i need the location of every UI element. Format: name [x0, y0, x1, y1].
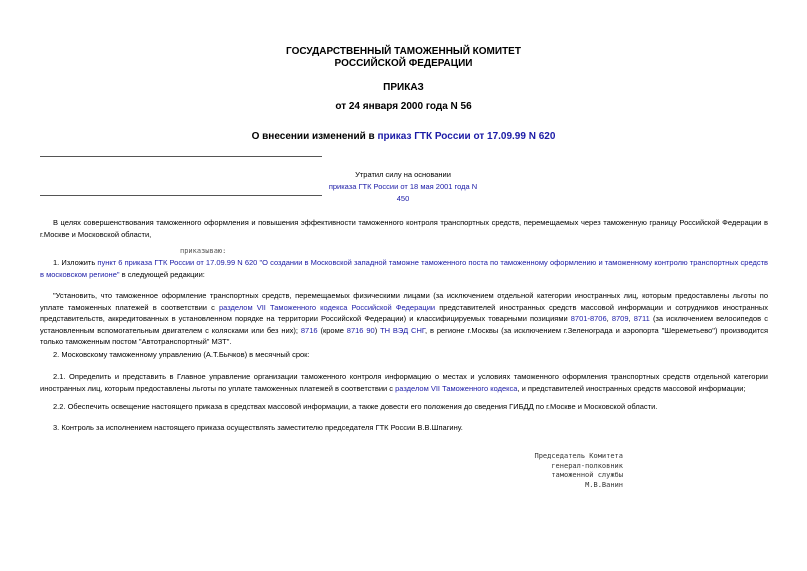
item1-paragraph — [40, 257, 768, 280]
quote-text-1: "Установить, что таможенное оформление транспортных средств, перемещаемых физическими лицами (за исключением отдельной категории иностранных лиц, которым предоставлены льготы по уплате таможенных платежей в соответствии с — [40, 291, 768, 312]
signature-line3: таможенной службы — [551, 471, 623, 479]
quote-link-customs-code[interactable]: разделом VII Таможенного кодекса Российской Федерации — [218, 302, 436, 312]
status-note-link[interactable]: приказа ГТК России от 18 мая 2001 года N 450 — [328, 182, 478, 203]
quote-text-3: , — [606, 314, 612, 323]
quote-text-4: , — [628, 314, 634, 323]
quote-link-8711[interactable]: 8711 — [633, 314, 650, 323]
divider-bottom — [40, 195, 322, 196]
quote-link-8701-8706[interactable]: 8701-8706 — [570, 314, 607, 323]
quote-link-tn-ved[interactable]: ТН ВЭД СНГ — [380, 325, 426, 335]
quote-text-7: ) — [374, 325, 381, 335]
quote-text-5: (за исключением велосипедов с установленным вспомогательным двигателем с колясками или без них); — [40, 314, 768, 335]
subject-prefix: О внесении изменений в — [251, 131, 378, 142]
item2-2-paragraph: 2.2. Обеспечить освещение настоящего приказа в средствах массовой информации, а также довести его положения до сведения ГИБДД по г.Москве и Московской области. — [53, 402, 658, 411]
signature-line2: генерал-полковник — [551, 461, 623, 470]
org-title-line1: ГОСУДАРСТВЕННЫЙ ТАМОЖЕННЫЙ КОМИТЕТ — [286, 46, 521, 57]
divider-top — [40, 156, 322, 157]
quote-link-8709[interactable]: 8709 — [611, 314, 629, 323]
item3-paragraph: 3. Контроль за исполнением настоящего приказа осуществлять заместителю председателя ГТК России В.В.Шпагину. — [53, 423, 463, 432]
item2-paragraph: 2. Московскому таможенному управлению (А.Т.Бычков) в месячный срок: — [53, 350, 310, 359]
preamble-paragraph: В целях совершенствования таможенного оформления и повышения эффективности таможенного контроля транспортных средств, перемещаемых через таможенную границу Российской Федерации в г.Москве и Московской области, — [40, 218, 768, 239]
doc-subject — [0, 131, 807, 143]
subject-link[interactable]: приказ ГТК России от 17.09.99 N 620 — [377, 131, 556, 142]
signature-block — [480, 452, 623, 490]
item2-1-text-2: , и представителей иностранных средств массовой информации; — [517, 383, 746, 393]
item2-1-text-1: 2.1. Определить и представить в Главное управление организации таможенного контроля информацию о местах и условиях таможенного оформления транспортных средств отдельной категории иностранных лиц, которым предоставлены льготы по уплате таможенных платежей в соответствии с — [40, 372, 768, 393]
doc-date-number: от 24 января 2000 года N 56 — [335, 101, 472, 112]
quote-link-8716[interactable]: 8716 — [300, 325, 318, 335]
signature-line1: Председатель Комитета — [534, 452, 623, 460]
quote-link-8716-90[interactable]: 8716 90 — [346, 325, 375, 335]
item2-1-link[interactable]: разделом VII Таможенного кодекса — [395, 383, 518, 393]
quote-paragraph — [40, 290, 768, 348]
item1-link-point6[interactable]: пункт 6 приказа ГТК России от 17.09.99 N 620 — [97, 258, 258, 267]
item2-1-paragraph — [40, 371, 768, 394]
doc-type-title: ПРИКАЗ — [383, 82, 424, 93]
item1-prefix: 1. Изложить — [53, 258, 98, 267]
org-title-line2: РОССИЙСКОЙ ФЕДЕРАЦИИ — [334, 58, 473, 69]
quote-text-2: представителей иностранных средств массовой информации и сотрудников иностранных представительств, аккредитованных в установленном порядке на территории Российской Федерации) и классифицируемых товарными позициями — [40, 302, 768, 323]
quote-text-8: , в регионе г.Москвы (за исключением г.Зеленограда и аэропорта "Шереметьево") производится только таможенным постом "Автотранспортный" МЗТ". — [40, 325, 769, 346]
signature-line4: М.В.Ванин — [585, 480, 623, 489]
status-note-line1: Утратил силу на основании — [355, 170, 451, 179]
status-note-link-line — [322, 181, 484, 205]
quote-text-6: (кроме — [317, 325, 347, 335]
item1-suffix: в следующей редакции: — [119, 269, 205, 279]
order-word: приказываю: — [180, 247, 227, 255]
item1-link-title[interactable]: "О создании в Московской западной таможне таможенного поста по таможенному оформлению и таможенному контролю транспортных средств в московском регионе" — [40, 258, 769, 279]
